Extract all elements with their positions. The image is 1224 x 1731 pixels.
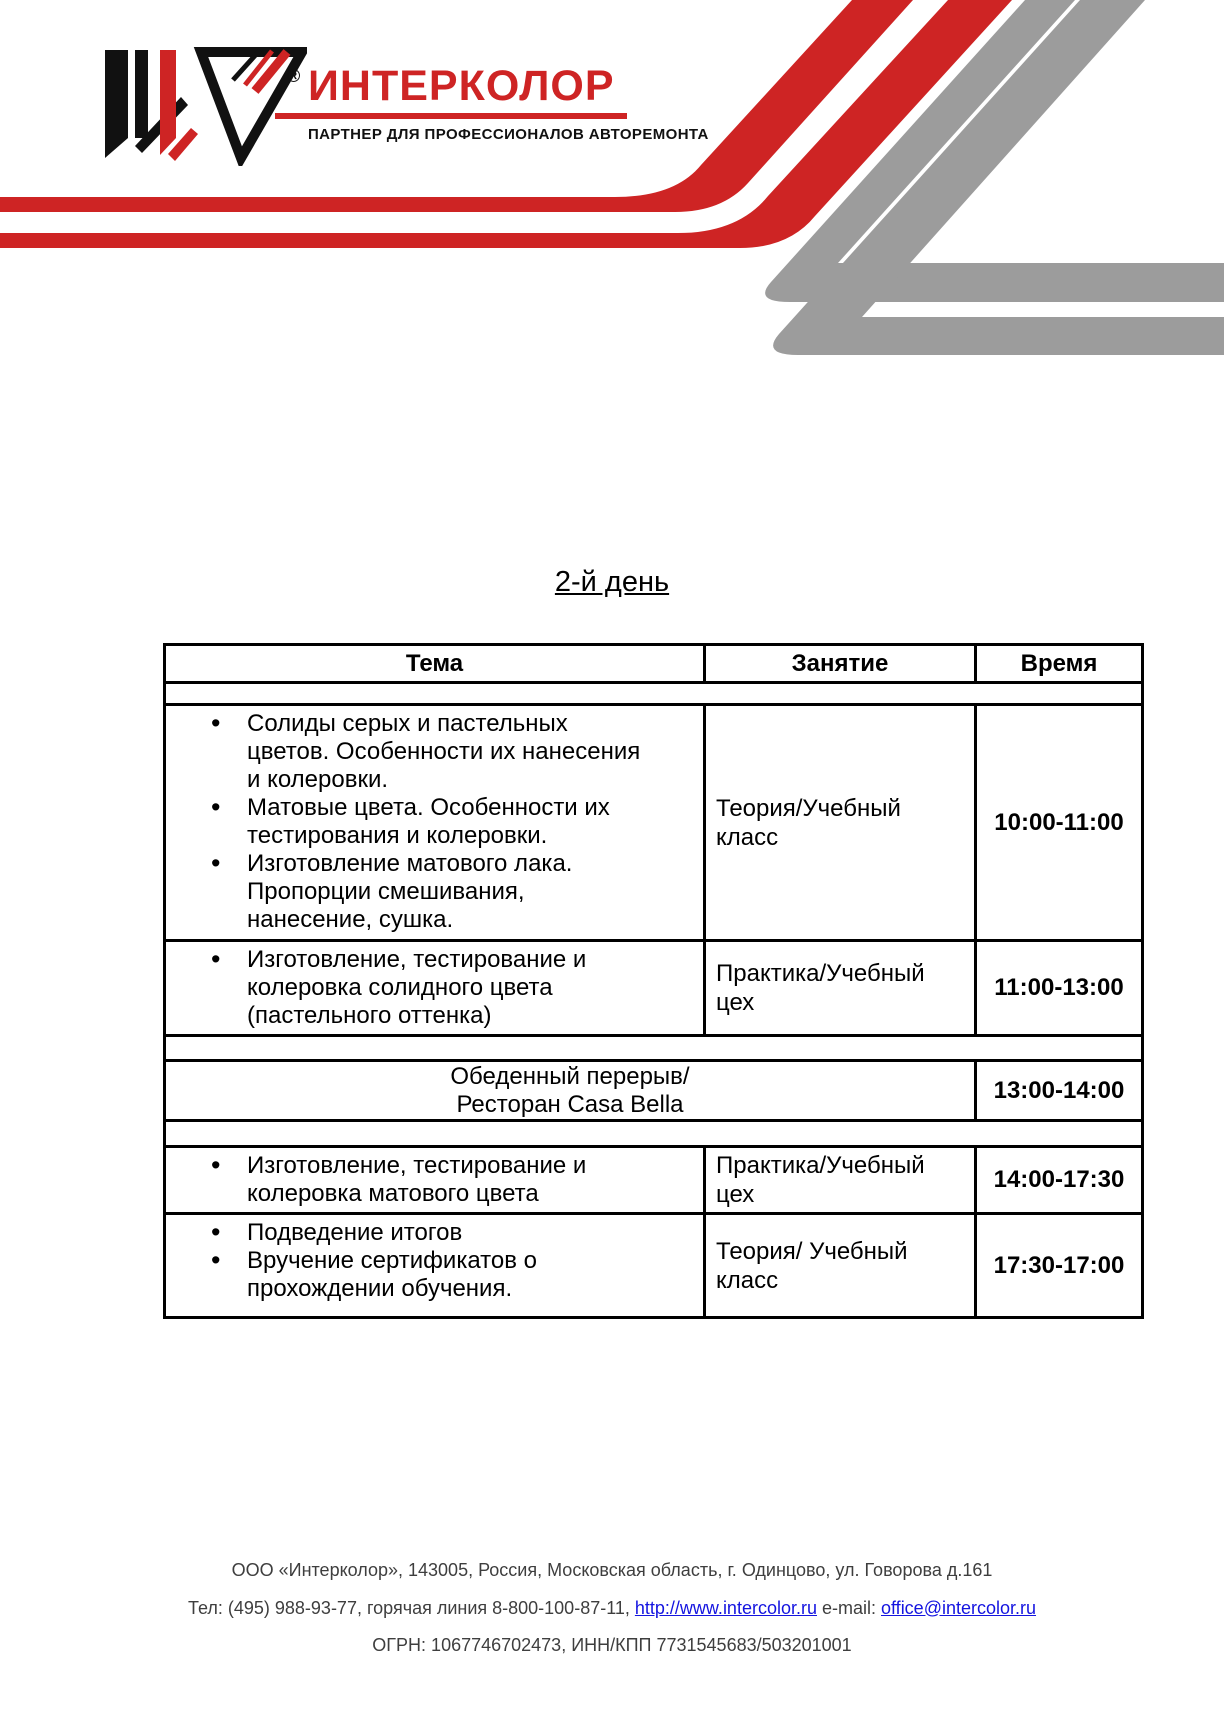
activity-cell: Теория/ Учебный класс [705,1214,976,1318]
page-title-row [0,566,1224,599]
brand-name: ИНТЕРКОЛОР [308,62,615,110]
topic-item: • Вручение сертификатов о прохождении обучения. [247,1247,647,1303]
schedule-table [163,643,1144,1319]
topic-list [166,946,647,1030]
email-link[interactable]: office@intercolor.ru [881,1597,1037,1618]
column-header-activity: Занятие [705,645,976,683]
footer-registration-line: ОГРН: 1067746702473, ИНН/КПП 7731545683/503201001 [372,1635,852,1655]
activity-cell: Практика/Учебный цех [705,941,976,1036]
activity-cell: Теория/Учебный класс [705,705,976,941]
topic-cell [165,1147,705,1214]
footer [0,1552,1224,1665]
footer-contacts-line [0,1590,1224,1628]
time-cell: 10:00-11:00 [976,705,1143,941]
page-title: 2-й день [554,566,670,598]
time-cell: 14:00-17:30 [976,1147,1143,1214]
spacer-row [165,1036,1143,1061]
topic-cell [165,941,705,1036]
table-row [165,1214,1143,1318]
topic-list [166,1152,647,1208]
topic-cell [165,1214,705,1318]
topic-list [166,710,647,934]
lunch-break-line2: Ресторан Casa Bella [456,1090,684,1118]
lunch-break-row [165,1061,1143,1121]
topic-item: • Изготовление, тестирование и колеровка солидного цвета (пастельного оттенка) [247,946,647,1030]
logo-bar-1 [105,50,128,158]
website-link[interactable]: http://www.intercolor.ru [634,1597,817,1618]
footer-phone-text: Тел: (495) 988-93-77, горячая линия 8-800-100-87-11, [187,1597,635,1618]
logo-bar-red [160,50,176,155]
topic-cell [165,705,705,941]
topic-item: • Изготовление матового лака. Пропорции смешивания, нанесение, сушка. [247,850,647,934]
intercolor-logo-icon [95,40,307,166]
table-header-row [165,645,1143,683]
topic-item: • Солиды серых и пастельных цветов. Особенности их нанесения и колеровки. [247,710,647,794]
table-row [165,1147,1143,1214]
footer-email-label: e-mail: [816,1597,881,1618]
column-header-time: Время [976,645,1143,683]
registered-trademark-symbol: ® [287,66,301,86]
brand-tagline: ПАРТНЕР ДЛЯ ПРОФЕССИОНАЛОВ АВТОРЕМОНТА [308,126,709,143]
time-cell: 13:00-14:00 [976,1061,1143,1121]
table-row [165,705,1143,941]
topic-list [166,1219,647,1303]
table-row [165,941,1143,1036]
spacer-row [165,683,1143,705]
brand-underline-bar [275,113,627,119]
topic-item: • Матовые цвета. Особенности их тестирования и колеровки. [247,794,647,850]
time-cell: 11:00-13:00 [976,941,1143,1036]
topic-item: • Подведение итогов [247,1219,647,1247]
footer-address-line: ООО «Интерколор», 143005, Россия, Московская область, г. Одинцово, ул. Говорова д.161 [231,1560,993,1580]
lunch-break-cell [165,1061,976,1121]
spacer-row [165,1121,1143,1147]
activity-cell: Практика/Учебный цех [705,1147,976,1214]
topic-item: • Изготовление, тестирование и колеровка матового цвета [247,1152,647,1208]
logo-bar-2 [135,50,148,138]
lunch-break-line1: Обеденный перерыв/ [450,1062,690,1090]
column-header-topic: Тема [165,645,705,683]
time-cell: 17:30-17:00 [976,1214,1143,1318]
